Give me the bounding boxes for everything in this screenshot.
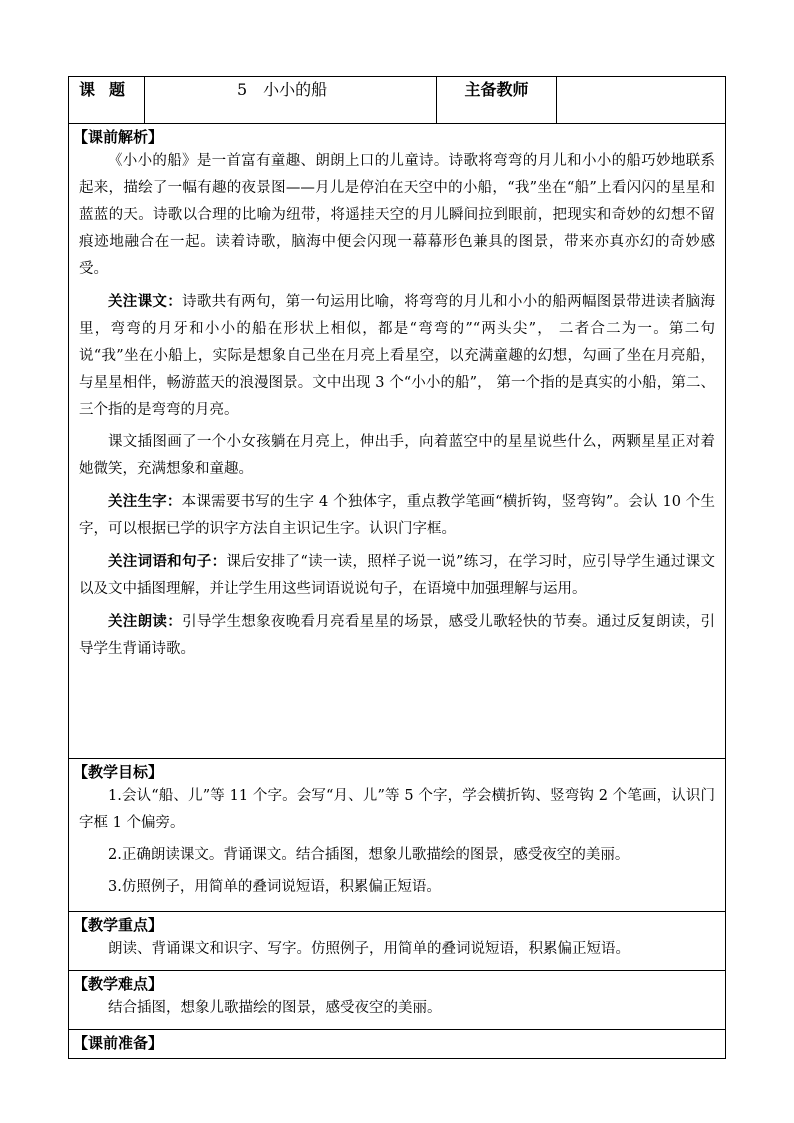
difficulties-title: 【教学难点】	[73, 975, 164, 993]
keypoints-cell	[69, 912, 726, 971]
preparation-row	[69, 1030, 726, 1059]
preanalysis-paragraph-5	[79, 548, 715, 603]
focus-reading-label: 关注朗读：	[108, 613, 183, 630]
keypoints-text: 朗读、背诵课文和识字、写字。仿照例子，用简单的叠词说短语，积累偏正短语。	[108, 941, 630, 957]
preanalysis-cell	[69, 124, 726, 759]
objectives-cell	[69, 759, 726, 912]
focus-chars-body: 本课需要书写的生字 4 个独体字，重点教学笔画“横折钩，竖弯钩”。会认 10 个生字，可以根据已学的识字方法自主识记生字。认识门字框。	[79, 494, 716, 537]
preanalysis-paragraph-3: 课文插图画了一个小女孩躺在月亮上，伸出手，向着蓝空中的星星说些什么，两颗星星正对着她微笑，充满想象和童趣。	[79, 434, 715, 477]
topic-label: 课题	[69, 77, 145, 124]
preanalysis-paragraph-1: 《小小的船》是一首富有童趣、朗朗上口的儿童诗。诗歌将弯弯的月儿和小小的船巧妙地联系起来，描绘了一幅有趣的夜景图——月儿是停泊在天空中的小船，“我”坐在“船”上看闪闪的星星和蓝蓝的天。诗歌以合理的比喻为纽带，将遥挂天空的月儿瞬间拉到眼前，把现实和奇妙的幻想不留痕迹地融合在一起。读着诗歌，脑海中便会闪现一幕幕形色兼具的图景，带来亦真亦幻的奇妙感受。	[79, 153, 715, 277]
focus-reading-body: 引导学生想象夜晚看月亮看星星的场景，感受儿歌轻快的节奏。通过反复朗读，引导学生背诵诗歌。	[79, 614, 715, 657]
objective-item-2: 2.正确朗读课文。背诵课文。结合插图，想象儿歌描绘的图景，感受夜空的美丽。	[108, 847, 630, 863]
preparation-title: 【课前准备】	[73, 1034, 164, 1052]
objective-item-1: 1.会认“船、儿”等 11 个字。会写“月、儿”等 5 个字，学会横折钩、竖弯钩 2 个笔画，认识门字框 1 个偏旁。	[79, 788, 715, 831]
keypoints-row	[69, 912, 726, 971]
keypoints-title: 【教学重点】	[73, 916, 164, 934]
lesson-title: 5 小小的船	[145, 77, 437, 124]
focus-text-body: 诗歌共有两句，第一句运用比喻，将弯弯的月儿和小小的船两幅图景带进读者脑海里，弯弯的月牙和小小的船在形状上相似，都是“弯弯的”“两头尖”， 二者合二为一。第二句说“我”坐在小船上，实际是想象自己坐在月亮上看星空，以充满童趣的幻想，勾画了坐在月亮船，与星星相伴，畅游蓝天的浪漫图景。文中出现 3 个“小小的船”， 第一个指的是真实的小船，第二、三个指的是弯弯的月亮。	[79, 294, 715, 418]
objectives-row	[69, 759, 726, 912]
objective-item-3: 3.仿照例子，用简单的叠词说短语，积累偏正短语。	[108, 879, 441, 895]
preanalysis-row	[69, 124, 726, 759]
teacher-label: 主备教师	[437, 77, 557, 124]
objectives-title: 【教学目标】	[73, 763, 164, 781]
focus-words-label: 关注词语和句子：	[108, 553, 227, 570]
preparation-cell	[69, 1030, 726, 1059]
teacher-value	[557, 77, 726, 124]
preanalysis-paragraph-2	[79, 288, 715, 424]
focus-chars-label: 关注生字：	[108, 493, 182, 510]
focus-words-body: 课后安排了“读一读，照样子说一说”练习，在学习时，应引导学生通过课文以及文中插图理解，并让学生用这些词语说说句子，在语境中加强理解与运用。	[79, 554, 715, 597]
preanalysis-title: 【课前解析】	[73, 128, 164, 146]
header-row	[69, 77, 726, 124]
difficulties-cell	[69, 971, 726, 1030]
preanalysis-paragraph-4	[79, 488, 715, 543]
lesson-plan-table	[68, 76, 726, 1059]
preanalysis-paragraph-6	[79, 608, 715, 663]
difficulties-row	[69, 971, 726, 1030]
focus-text-label: 关注课文：	[108, 293, 183, 310]
difficulties-text: 结合插图，想象儿歌描绘的图景，感受夜空的美丽。	[108, 1000, 442, 1016]
